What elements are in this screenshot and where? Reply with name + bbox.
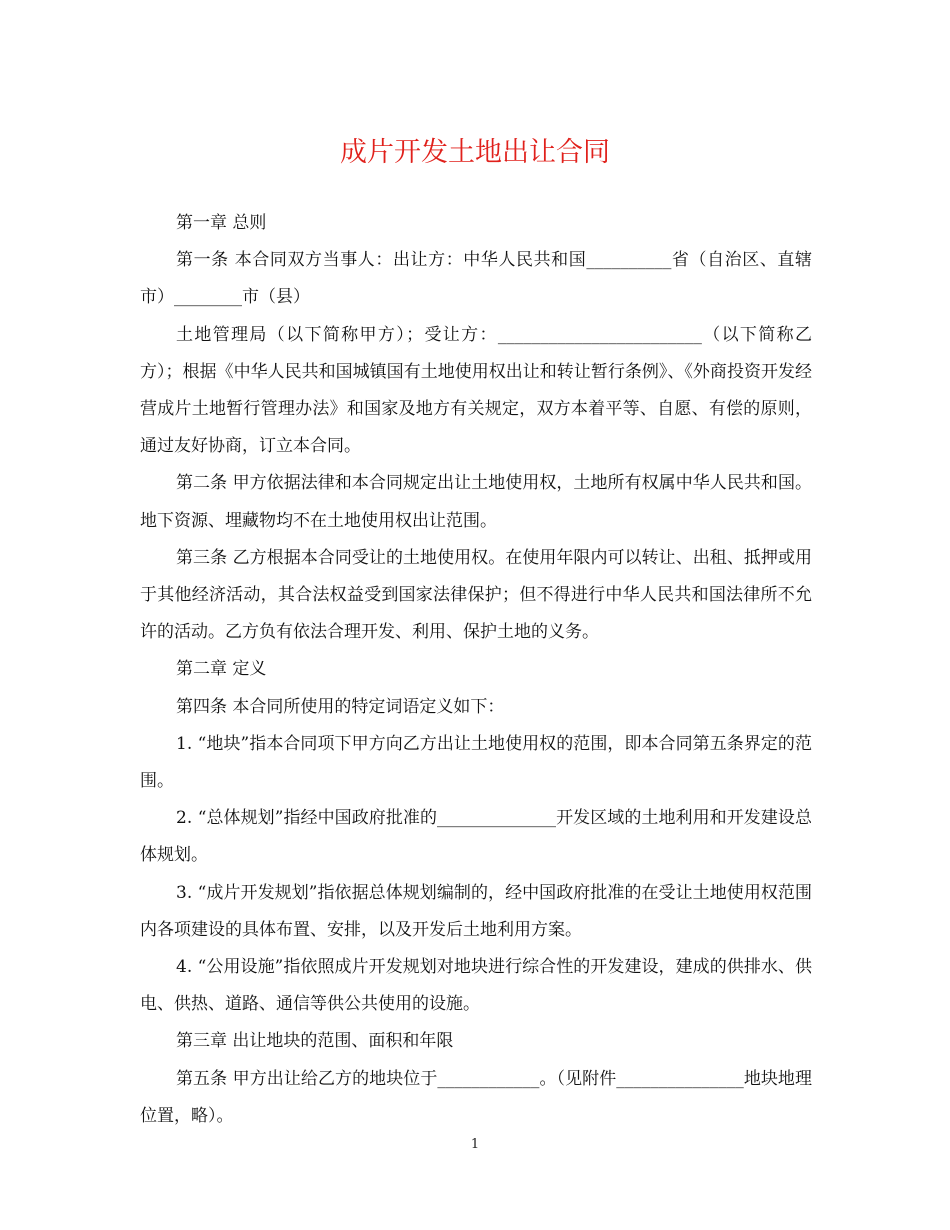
definition-item: 4. “公用设施”指依照成片开发规划对地块进行综合性的开发建设，建成的供排水、供电、供热、道路、通信等供公共使用的设施。	[140, 957, 812, 1015]
article-paragraph: 第五条 甲方出让给乙方的地块位于____________。（见附件_______________地块地理位置，略）。	[140, 1068, 812, 1126]
definition-item: 1. “地块”指本合同项下甲方向乙方出让土地使用权的范围，即本合同第五条界定的范围。	[140, 733, 812, 792]
chapter-heading: 第三章 出让地块的范围、面积和年限	[176, 1031, 454, 1052]
chapter-heading: 第二章 定义	[176, 659, 267, 680]
article-paragraph: 第四条 本合同所使用的特定词语定义如下：	[176, 696, 505, 717]
document-title: 成片开发土地出让合同	[340, 137, 610, 168]
article-paragraph: 土地管理局（以下简称甲方）；受让方：________________________（以下简称乙方）；根据《中华人民共和国城镇国有土地使用权出让和转让暂行条例》、《外商投资开发经营成片土地暂行管理办法》和国家及地方有关规定，双方本着平等、自愿、有偿的原则，通过友好协商，订立本合同。	[140, 324, 812, 457]
document-body	[140, 205, 812, 1135]
definition-item: 3. “成片开发规划”指依据总体规划编制的，经中国政府批准的在受让土地使用权范围内各项建设的具体布置、安排，以及开发后土地利用方案。	[140, 882, 812, 940]
chapter-heading: 第一章 总则	[176, 213, 267, 233]
page-number: 1	[470, 1137, 480, 1152]
article-paragraph: 第二条 甲方依据法律和本合同规定出让土地使用权，土地所有权属中华人民共和国。地下资源、埋藏物均不在土地使用权出让范围。	[140, 473, 812, 531]
article-paragraph: 第一条 本合同双方当事人：出让方：中华人民共和国__________省（自治区、直辖市）________市（县）	[140, 250, 812, 308]
article-paragraph: 第三条 乙方根据本合同受让的土地使用权。在使用年限内可以转让、出租、抵押或用于其他经济活动，其合法权益受到国家法律保护；但不得进行中华人民共和国法律所不允许的活动。乙方负有依法合理开发、利用、保护土地的义务。	[140, 547, 812, 643]
definition-item: 2. “总体规划”指经中国政府批准的______________开发区域的土地利用和开发建设总体规划。	[140, 808, 812, 866]
